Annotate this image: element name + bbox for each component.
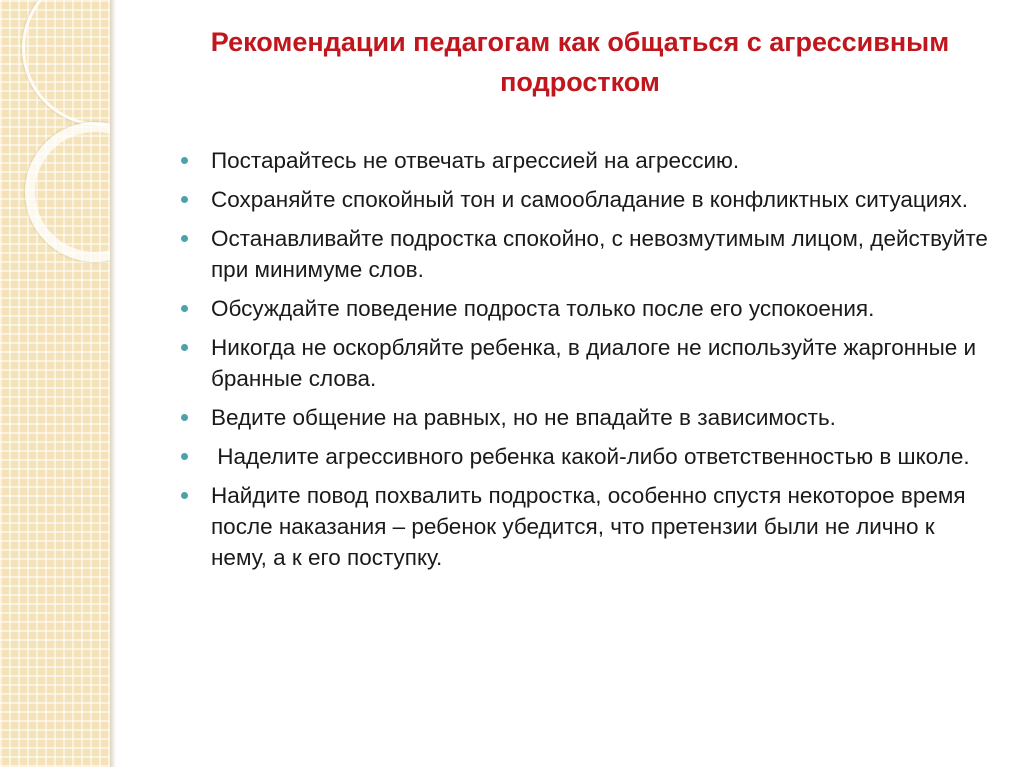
bullet-icon: [181, 492, 188, 499]
list-item: [175, 145, 995, 176]
list-item: [175, 441, 995, 472]
decorative-ring: [22, 0, 110, 126]
bullet-text: Обсуждайте поведение подроста только после его успокоения.: [211, 296, 875, 321]
bullet-icon: [181, 305, 188, 312]
bullet-text: Останавливайте подростка спокойно, с невозмутимым лицом, действуйте при минимуме слов.: [211, 226, 995, 282]
side-band-shadow: [110, 0, 116, 767]
bullet-text: Постарайтесь не отвечать агрессией на агрессию.: [211, 148, 740, 173]
list-item: [175, 402, 995, 433]
bullet-text: Наделите агрессивного ребенка какой-либо ответственностью в школе.: [211, 444, 970, 469]
list-item: [175, 293, 995, 324]
bullet-icon: [181, 453, 188, 460]
bullet-icon: [181, 196, 188, 203]
bullet-icon: [181, 344, 188, 351]
bullet-text: Найдите повод похвалить подростка, особенно спустя некоторое время после наказания – ребенок убедится, что претензии были не лично к нему, а к его поступку.: [211, 483, 972, 570]
bullet-icon: [181, 235, 188, 242]
bullet-text: Сохраняйте спокойный тон и самообладание в конфликтных ситуациях.: [211, 187, 969, 212]
bullet-list: [175, 145, 995, 581]
bullet-text: Ведите общение на равных, но не впадайте в зависимость.: [211, 405, 836, 430]
list-item: [175, 223, 995, 285]
bullet-text: Никогда не оскорбляйте ребенка, в диалоге не используйте жаргонные и бранные слова.: [211, 335, 983, 391]
list-item: [175, 184, 995, 215]
decorative-ring: [25, 122, 110, 262]
slide-title: Рекомендации педагогам как общаться с агрессивным подростком: [210, 27, 950, 97]
list-item: [175, 332, 995, 394]
bullet-icon: [181, 414, 188, 421]
bullet-icon: [181, 157, 188, 164]
list-item: [175, 480, 995, 573]
decorative-side-band: [0, 0, 110, 767]
